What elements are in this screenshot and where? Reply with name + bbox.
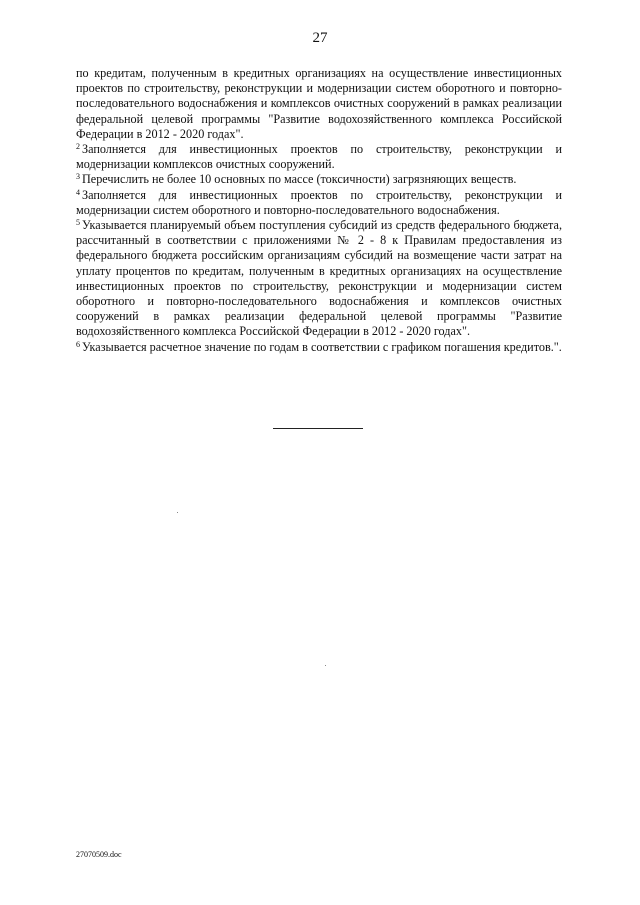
page-number: 27 [312,30,328,46]
footnote-5 [76,218,562,340]
footnote-mark: 5 [76,218,80,228]
footnote-6 [76,340,562,355]
scan-speck [177,512,178,513]
footnote-3 [76,172,562,187]
footnote-4 [76,188,562,218]
footnote-mark: 3 [76,172,80,182]
footnote-text: Указывается расчетное значение по годам в соответствии с графиком погашения кредитов.". [82,339,562,354]
footnote-mark: 6 [76,339,80,349]
footnote-text: Перечислить не более 10 основных по массе (токсичности) загрязняющих веществ. [82,172,517,187]
footnote-text: Заполняется для инвестиционных проектов по строительству, реконструкции и модернизации комплексов очистных сооружений. [76,142,562,172]
footnote-mark: 2 [76,142,80,152]
scan-speck [325,665,326,666]
intro-paragraph: по кредитам, полученным в кредитных организациях на осуществление инвестиционных проектов по строительству, реконструкции и модернизации систем оборотного и повторно-последовательного водоснабжения и комплексов очистных сооружений в рамках реализации федеральной целевой программы "Развитие водохозяйственного комплекса Российской Федерации в 2012 - 2020 годах". [76,66,562,141]
footer-filename: 27070509.doc [76,850,122,859]
footnote-text: Указывается планируемый объем поступления субсидий из средств федерального бюджета, рассчитанный в соответствии с приложениями № 2 - 8 к Правилам предоставления из федерального бюджета российским организациям субсидий на возмещение части затрат на уплату процентов по кредитам, полученным в кредитных организациях на осуществление инвестиционных проектов по строительству, реконструкции и модернизации систем оборотного и повторно-последовательного водоснабжения и комплексов очистных сооружений в рамках реализации федеральной целевой программы "Развитие водохозяйственного комплекса Российской Федерации в 2012 - 2020 годах". [76,218,562,339]
footnote-text: Заполняется для инвестиционных проектов по строительству, реконструкции и модернизации систем оборотного и повторно-последовательного водоснабжения. [76,187,562,217]
footnote-mark: 4 [76,187,80,197]
document-body [76,66,562,355]
footnote-2 [76,142,562,172]
separator-line [273,428,363,429]
